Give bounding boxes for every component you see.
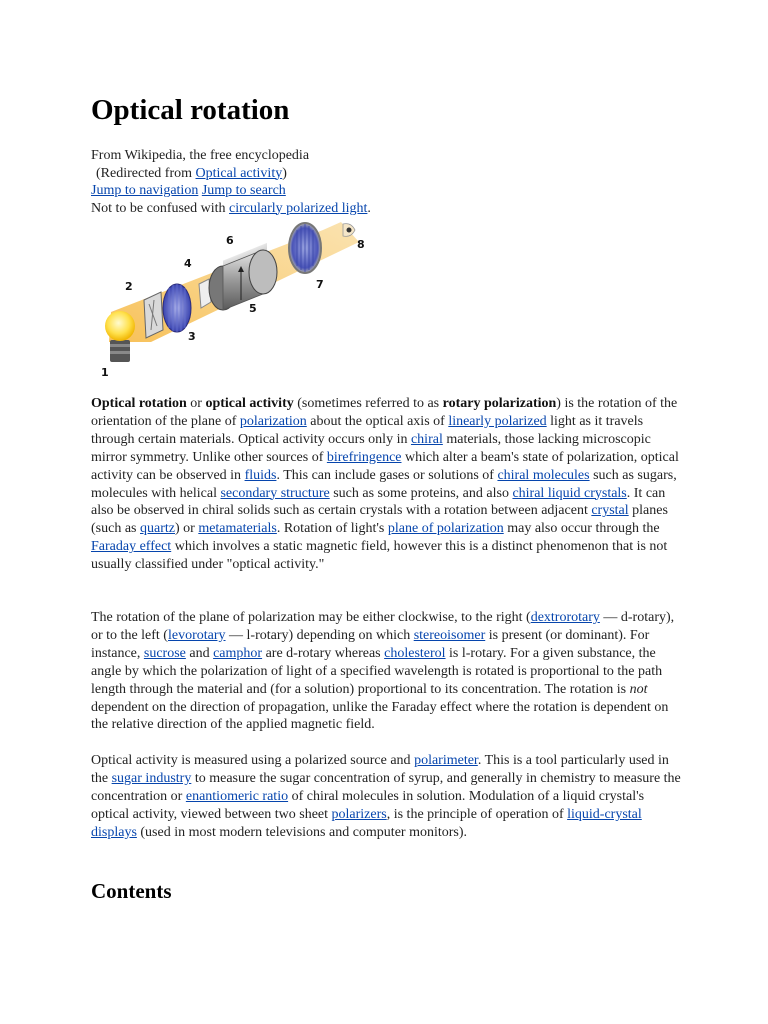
polarimeter-diagram[interactable]: [91, 222, 381, 382]
link-quartz[interactable]: quartz: [140, 521, 175, 537]
intro-paragraph: Optical rotation or optical activity (sometimes referred to as rotary polarization) is the rotation of the orientation of the plane of polarization about the optical axis of linearly polarized light as it travels through certain materials. Optical activity occurs only in chiral materials, those lacking microscopic mirror symmetry. Unlike other sources of birefringence which alter a beam's state of polarization, optical activity can be observed in fluids. This can include gases or solutions of chiral molecules such as sugars, molecules with helical secondary structure such as some proteins, and also chiral liquid crystals. It can also be observed in chiral solids such as certain crystals with a rotation between adjacent crystal planes (such as quartz) or metamaterials. Rotation of light's plane of polarization may also occur through the Faraday effect which involves a static magnetic field, however this is a distinct phenomenon that is not usually classified under "optical activity.": [91, 396, 679, 573]
link-fluids[interactable]: fluids: [244, 467, 277, 483]
hatnote-link[interactable]: circularly polarized light: [229, 200, 368, 216]
page-title: Optical rotation: [91, 94, 290, 126]
article-meta: [91, 147, 681, 217]
figure-label-7: 7: [316, 278, 324, 291]
figure-label-5: 5: [249, 302, 257, 315]
link-cholesterol[interactable]: cholesterol: [384, 645, 446, 661]
link-stereoisomer[interactable]: stereoisomer: [413, 627, 486, 643]
jump-to-search-link[interactable]: Jump to search: [201, 183, 286, 198]
link-linearly-polarized[interactable]: linearly polarized: [448, 413, 547, 429]
link-sugar-industry[interactable]: sugar industry: [111, 770, 192, 786]
hatnote: Not to be confused with circularly polarized light.: [91, 200, 371, 216]
figure-label-3: 3: [188, 330, 196, 343]
link-levorotary[interactable]: levorotary: [167, 627, 226, 643]
link-liquid-crystal-displays[interactable]: liquid-crystal displays: [91, 806, 642, 840]
link-faraday-effect[interactable]: Faraday effect: [91, 539, 172, 555]
link-chiral[interactable]: chiral: [410, 431, 443, 447]
figure-label-8: 8: [357, 238, 365, 251]
link-chiral-molecules[interactable]: chiral molecules: [497, 467, 590, 483]
link-polarimeter[interactable]: polarimeter: [414, 753, 478, 768]
polarizer-filter: [144, 292, 163, 338]
contents-heading: Contents: [91, 879, 172, 903]
rotation-direction-paragraph: The rotation of the plane of polarization may be either clockwise, to the right (dextrorotary — d-rotary), or to the left (levorotary — l-rotary) depending on which stereoisomer is present (or dominant). For instance, sucrose and camphor are d-rotary whereas cholesterol is l-rotary. For a given substance, the angle by which the polarization of light of a specified wavelength is rotated is proportional to the path length through the material and (for a solution) proportional to its concentration. The rotation is not dependent on the direction of propagation, unlike the Faraday effect where the rotation is dependent on the relative direction of the applied magnetic field.: [91, 610, 675, 733]
link-camphor[interactable]: camphor: [213, 645, 263, 661]
lamp-bulb: [105, 311, 135, 341]
figure-label-4: 4: [184, 257, 192, 270]
link-enantiomeric-ratio[interactable]: enantiomeric ratio: [185, 788, 289, 804]
redirect-link[interactable]: Optical activity: [195, 165, 283, 181]
link-crystal[interactable]: crystal: [591, 503, 629, 519]
jump-links: [91, 182, 681, 200]
link-chiral-liquid-crystals[interactable]: chiral liquid crystals: [512, 485, 627, 501]
link-polarization[interactable]: polarization: [239, 413, 307, 429]
figure-label-6: 6: [226, 234, 234, 247]
observer-eye-icon: [343, 224, 355, 237]
link-dextrorotary[interactable]: dextrorotary: [530, 610, 600, 625]
measurement-paragraph: Optical activity is measured using a polarized source and polarimeter. This is a tool particularly used in the sugar industry to measure the sugar concentration of syrup, and generally in chemistry to measure the concentration or enantiomeric ratio of chiral molecules in solution. Modulation of a liquid crystal's optical activity, viewed between two sheet polarizers, is the principle of operation of liquid-crystal displays (used in most modern televisions and computer monitors).: [91, 753, 681, 840]
link-secondary-structure[interactable]: secondary structure: [220, 485, 330, 501]
link-birefringence[interactable]: birefringence: [326, 449, 402, 465]
link-metamaterials[interactable]: metamaterials: [198, 521, 277, 537]
jump-to-navigation-link[interactable]: Jump to navigation: [91, 183, 199, 198]
figure-label-1: 1: [101, 366, 109, 379]
site-tagline: From Wikipedia, the free encyclopedia: [91, 148, 310, 163]
link-polarizers[interactable]: polarizers: [331, 806, 387, 822]
sample-tube: [209, 243, 277, 310]
link-sucrose[interactable]: sucrose: [143, 645, 186, 661]
redirect-note: (Redirected from Optical activity): [96, 165, 287, 181]
link-plane-of-polarization[interactable]: plane of polarization: [387, 521, 504, 537]
figure-label-2: 2: [125, 280, 133, 293]
